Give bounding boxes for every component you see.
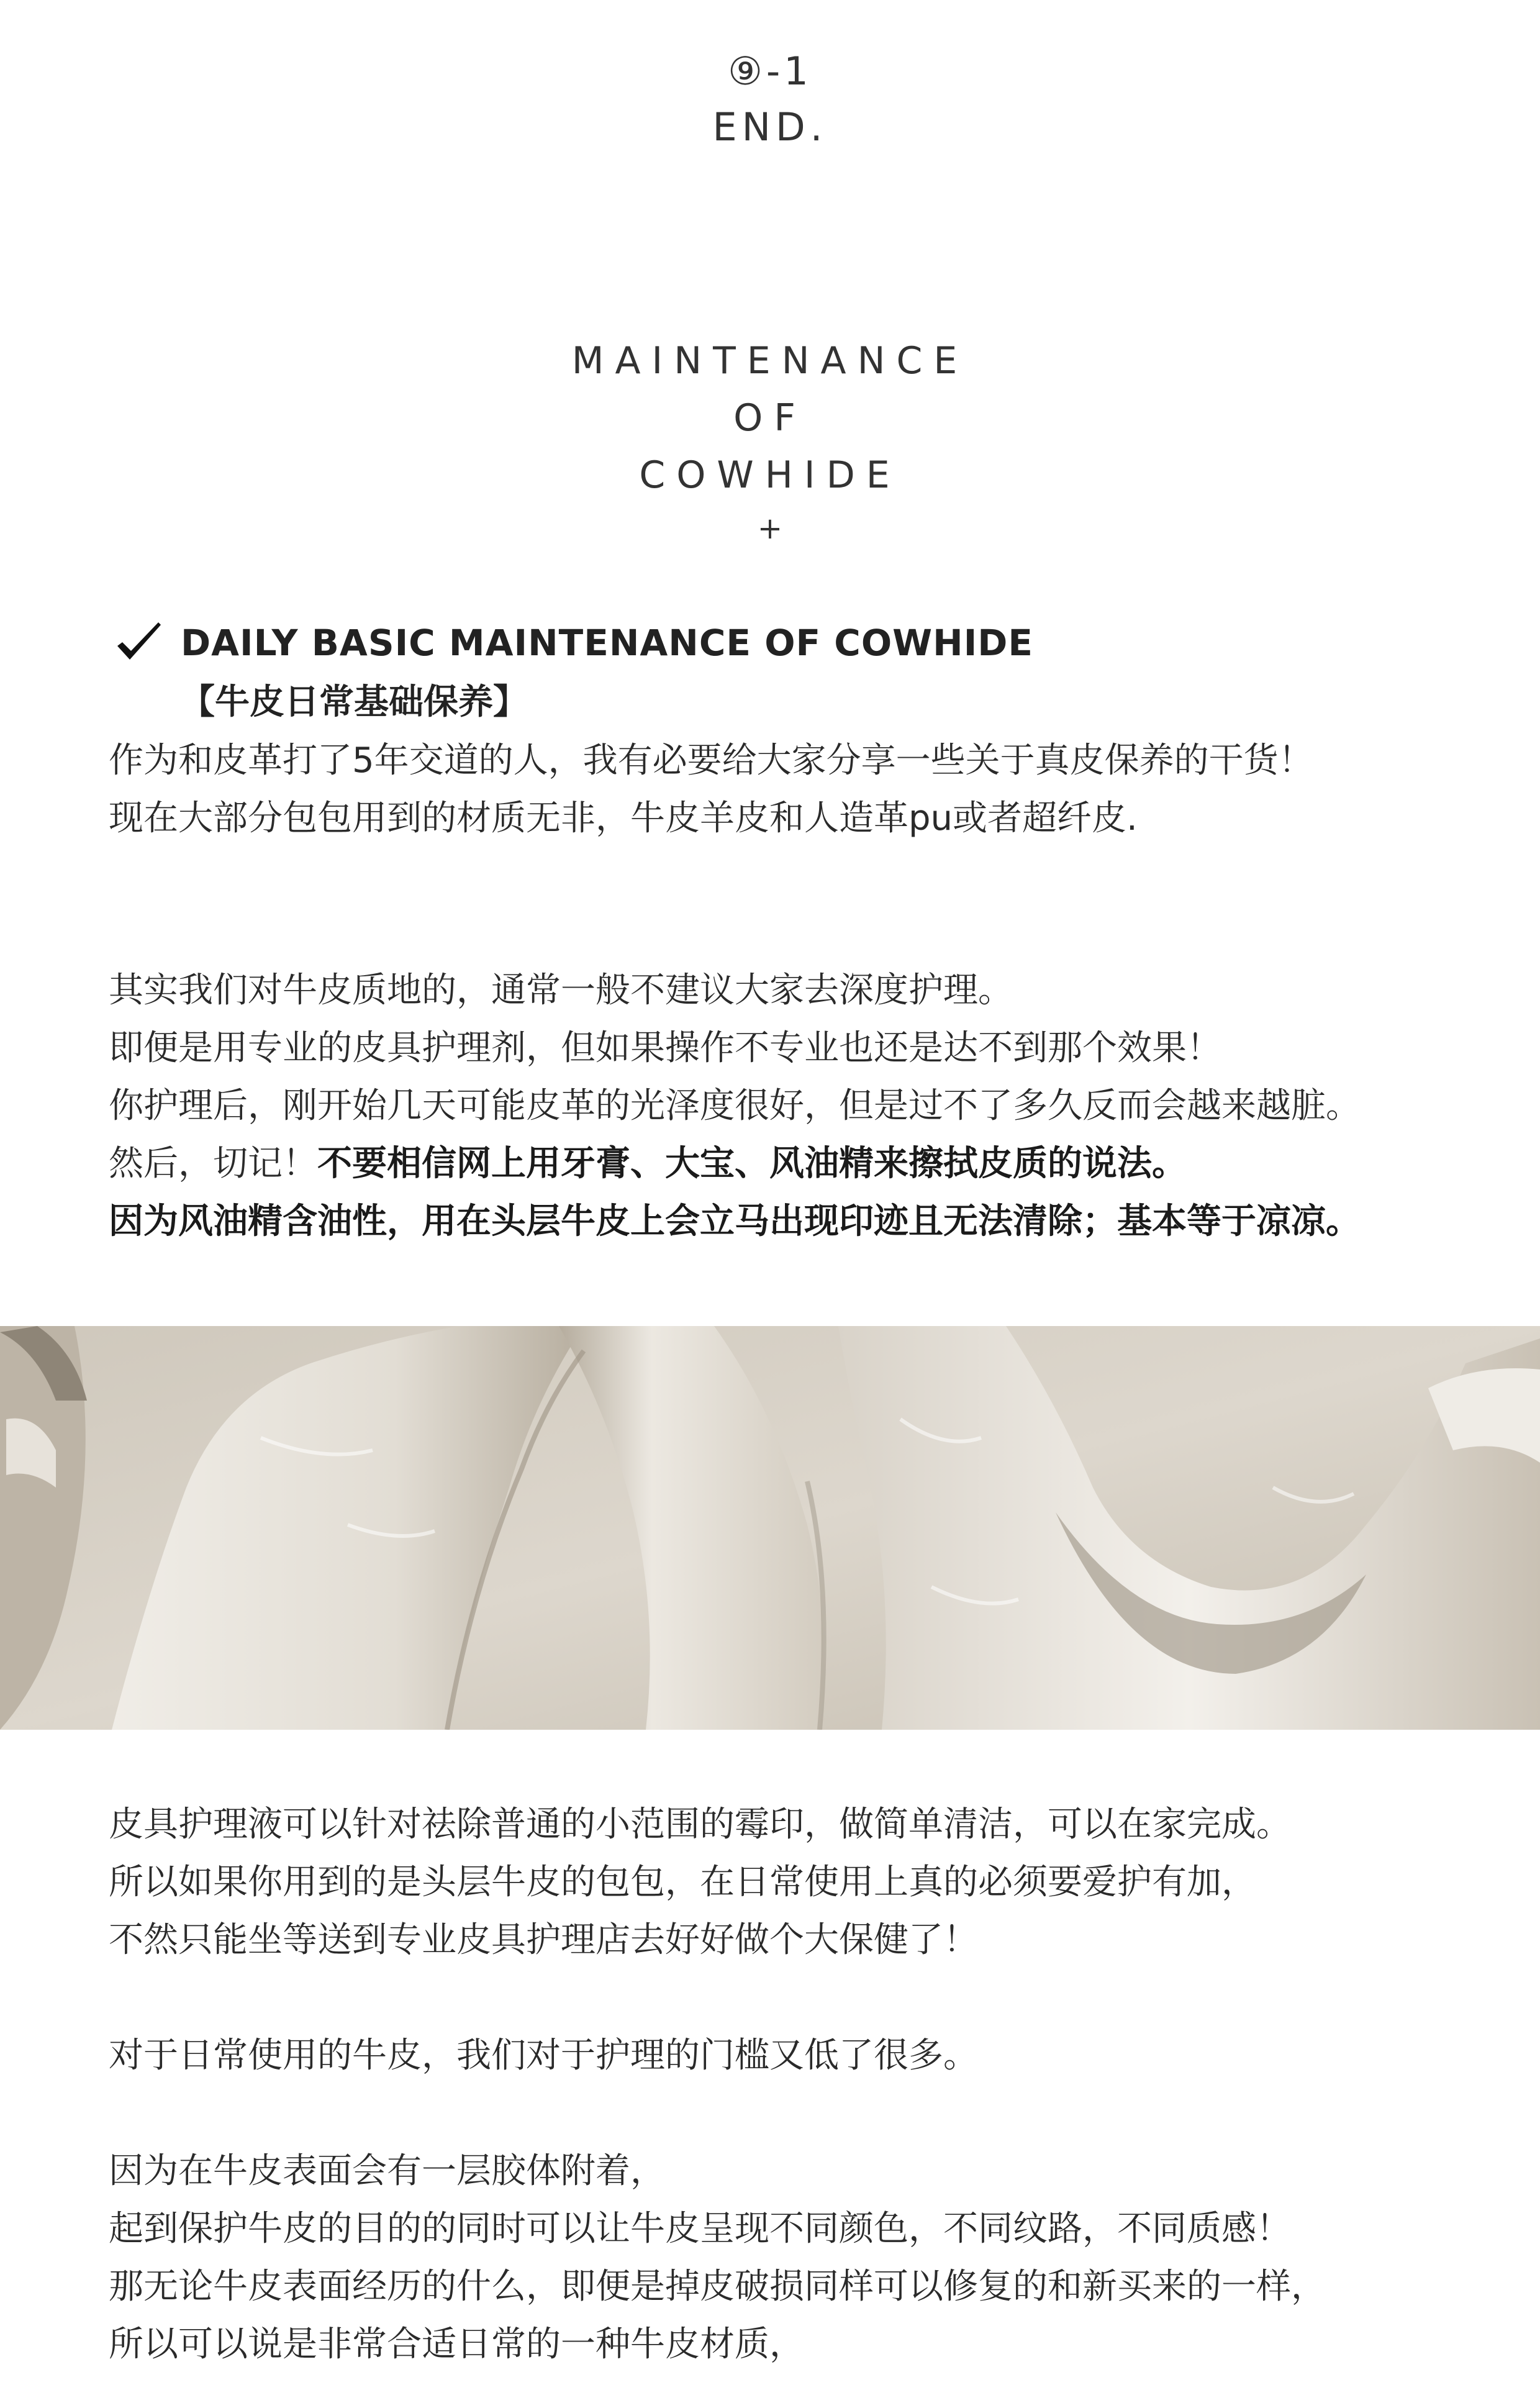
section-title-line-2: OF <box>733 396 807 440</box>
heading-chinese: 【牛皮日常基础保养】 <box>180 682 528 722</box>
advice-warning-bold: 不要相信网上用牙膏、大宝、风油精来擦拭皮质的说法。 <box>317 1143 1187 1184</box>
paragraph-gap <box>109 1969 1487 2027</box>
heading-english: DAILY BASIC MAINTENANCE OF COWHIDE <box>181 622 1034 664</box>
advice-paragraph <box>109 961 1487 1250</box>
section-title-line-1: MAINTENANCE <box>571 339 969 383</box>
plus-icon: + <box>757 511 783 546</box>
section-title-line-3: COWHIDE <box>639 453 901 497</box>
care-line-2: 所以如果你用到的是头层牛皮的包包，在日常使用上真的必须要爱护有加， <box>109 1862 1256 1902</box>
advice-line-3: 你护理后，刚开始几天可能皮革的光泽度很好，但是过不了多久反而会越来越脏。 <box>109 1086 1361 1126</box>
page-number: ⑨-1 <box>728 48 812 94</box>
intro-line-2: 现在大部分包包用到的材质无非，牛皮羊皮和人造革pu或者超纤皮. <box>109 798 1138 838</box>
section-title <box>0 332 1540 553</box>
heading-row <box>115 612 1033 674</box>
care-line-7: 那无论牛皮表面经历的什么，即便是掉皮破损同样可以修复的和新买来的一样， <box>109 2266 1326 2307</box>
leather-photo <box>0 1326 1540 1730</box>
advice-line-5: 因为风油精含油性，用在头层牛皮上会立马出现印迹且无法清除；基本等于凉凉。 <box>109 1201 1361 1242</box>
advice-line-2: 即便是用专业的皮具护理剂，但如果操作不专业也还是达不到那个效果！ <box>109 1028 1221 1068</box>
advice-line-4 <box>109 1135 1487 1192</box>
check-icon <box>115 621 163 665</box>
intro-line-1: 作为和皮革打了5年交道的人，我有必要给大家分享一些关于真皮保养的干货！ <box>109 740 1313 781</box>
paragraph-gap <box>109 2084 1487 2142</box>
end-marker: END. <box>712 104 828 150</box>
advice-line-4-prefix: 然后，切记！ <box>109 1143 317 1184</box>
page-header <box>0 43 1540 155</box>
care-line-6: 起到保护牛皮的目的的同时可以让牛皮呈现不同颜色，不同纹路，不同质感！ <box>109 2209 1291 2249</box>
intro-paragraph <box>109 732 1487 847</box>
care-line-8: 所以可以说是非常合适日常的一种牛皮材质， <box>109 2324 804 2365</box>
care-paragraph <box>109 1796 1487 2373</box>
advice-line-1: 其实我们对牛皮质地的，通常一般不建议大家去深度护理。 <box>109 970 1013 1011</box>
care-line-4: 对于日常使用的牛皮，我们对于护理的门槛又低了很多。 <box>109 2035 978 2076</box>
care-line-1: 皮具护理液可以针对祛除普通的小范围的霉印，做简单清洁，可以在家完成。 <box>109 1804 1291 1845</box>
care-line-3: 不然只能坐等送到专业皮具护理店去好好做个大保健了！ <box>109 1920 978 1960</box>
leather-texture-illustration <box>0 1326 1540 1730</box>
care-line-5: 因为在牛皮表面会有一层胶体附着， <box>109 2151 665 2191</box>
